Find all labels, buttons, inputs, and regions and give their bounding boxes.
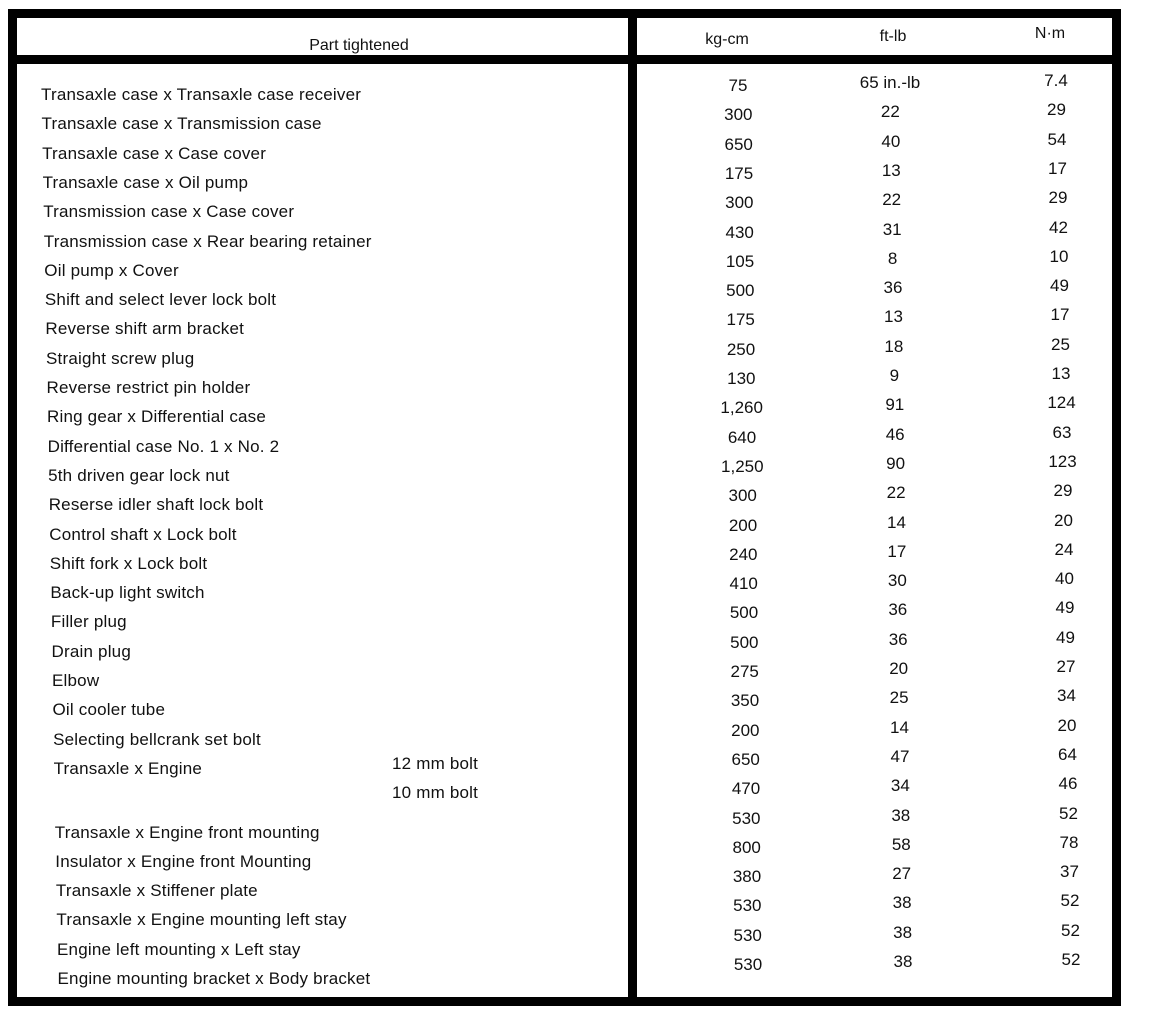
kg-cm-value: 175 [724,163,754,183]
part-label: Transaxle x Engine front mounting [54,822,320,842]
ft-lb-value: 18 [884,336,904,356]
n-m-value: 20 [1054,510,1073,530]
part-label: Transmission case x Case cover [43,202,295,222]
kg-cm-value: 470 [731,779,761,799]
ft-lb-value: 38 [893,952,913,971]
part-label: Transaxle case x Oil pump [42,172,249,192]
part-label: Transaxle x Stiffener plate [55,881,258,901]
kg-cm-value: 500 [730,632,759,652]
n-m-value: 10 [1049,246,1069,266]
kg-cm-value: 640 [727,427,757,447]
n-m-value: 42 [1049,217,1068,237]
part-label: Transaxle x Engine mounting left stay [56,910,347,930]
n-m-value: 52 [1059,803,1078,823]
ft-lb-value: 36 [888,629,908,649]
kg-cm-value: 500 [726,281,755,301]
header-divider [8,55,1121,64]
ft-lb-value: 36 [883,278,903,298]
kg-cm-value: 530 [733,955,763,974]
part-label: Transaxle case x Case cover [42,143,267,163]
ft-lb-value: 13 [881,160,901,180]
kg-cm-value: 530 [732,808,761,828]
ft-lb-value: 38 [892,893,912,913]
n-m-value: 52 [1061,950,1081,969]
ft-lb-value: 27 [892,864,912,884]
kg-cm-value: 380 [732,867,762,887]
part-label: Oil pump x Cover [44,260,179,280]
ft-lb-value: 90 [886,453,906,473]
kg-cm-value: 530 [733,925,762,945]
ft-lb-value: 9 [889,366,900,385]
part-label: Selecting bellcrank set bolt [53,729,261,749]
n-m-value: 37 [1060,862,1079,882]
n-m-value: 124 [1047,393,1076,413]
n-m-value: 63 [1052,422,1072,442]
part-label: Straight screw plug [46,348,195,368]
kg-cm-value: 300 [728,486,757,506]
part-label: Transmission case x Rear bearing retainer [43,231,372,251]
kg-cm-value: 75 [728,76,748,95]
ft-lb-value: 14 [890,717,909,737]
header-part-tightened: Part tightened [309,37,409,54]
ft-lb-value: 22 [882,190,902,210]
kg-cm-value: 175 [726,310,755,330]
ft-lb-value: 22 [886,483,906,503]
n-m-value: 49 [1055,598,1075,618]
n-m-value: 49 [1050,276,1069,296]
part-label: Reverse restrict pin holder [46,378,251,397]
ft-lb-value: 22 [880,102,900,122]
column-divider [628,9,637,1006]
kg-cm-value: 275 [730,662,759,681]
ft-lb-value: 36 [888,600,908,620]
ft-lb-value: 13 [884,307,903,327]
n-m-value: 54 [1047,129,1067,149]
part-label: Control shaft x Lock bolt [49,524,237,544]
part-label: Reserse idler shaft lock bolt [48,495,264,515]
kg-cm-value: 500 [729,603,759,623]
part-label: Reverse shift arm bracket [45,319,245,339]
ft-lb-value: 40 [881,131,901,151]
kg-cm-value: 650 [731,749,760,769]
header-kg-cm: kg-cm [705,31,749,48]
ft-lb-value: 20 [889,659,909,678]
n-m-value: 17 [1048,158,1067,178]
part-label: Oil cooler tube [52,700,166,720]
ft-lb-value: 38 [891,805,911,825]
ft-lb-value: 25 [889,688,909,708]
n-m-value: 17 [1050,305,1070,325]
ft-lb-value: 30 [887,571,907,591]
kg-cm-value: 350 [730,691,760,711]
n-m-value: 52 [1061,920,1080,940]
ft-lb-value: 31 [882,219,902,239]
part-label: Shift fork x Lock bolt [49,553,208,573]
kg-cm-value: 240 [729,544,758,564]
part-label: Transaxle case x Transmission case [41,114,322,134]
kg-cm-value: 300 [724,105,753,125]
n-m-value: 29 [1048,188,1068,208]
n-m-value: 29 [1053,481,1073,501]
header-n-m: N·m [1034,25,1066,42]
kg-cm-value: 105 [725,251,755,271]
ft-lb-value: 8 [887,248,898,268]
n-m-value: 49 [1056,627,1075,647]
n-m-value: 64 [1058,744,1077,764]
n-m-value: 20 [1057,715,1077,735]
ft-lb-value: 47 [890,746,910,766]
kg-cm-value: 430 [725,222,754,242]
ft-lb-value: 65 in.-lb [859,73,921,92]
n-m-value: 24 [1054,539,1074,559]
part-label: Insulator x Engine front Mounting [55,851,312,871]
kg-cm-value: 800 [732,837,761,857]
kg-cm-value: 250 [726,339,756,359]
n-m-value: 29 [1047,100,1066,120]
part-label: Transaxle case x Transaxle case receiver [41,85,362,104]
part-label: 5th driven gear lock nut [48,465,230,485]
kg-cm-value: 650 [724,134,753,154]
n-m-value: 25 [1051,334,1070,354]
ft-lb-value: 14 [887,512,906,532]
kg-cm-value: 1,250 [721,456,764,476]
kg-cm-value: 200 [728,515,758,535]
n-m-value: 40 [1055,569,1074,589]
ft-lb-value: 46 [885,424,905,444]
n-m-value: 13 [1051,364,1071,383]
part-label: Engine mounting bracket x Body bracket [57,969,371,988]
n-m-value: 46 [1058,774,1078,794]
bolt-size-label: 10 mm bolt [392,783,479,803]
part-label: Drain plug [51,641,131,661]
part-label: Differential case No. 1 x No. 2 [47,436,280,456]
ft-lb-value: 91 [885,395,905,415]
kg-cm-value: 200 [731,720,760,740]
n-m-value: 123 [1048,451,1077,471]
part-label: Back-up light switch [50,583,205,603]
ft-lb-value: 58 [891,834,911,854]
n-m-value: 34 [1057,686,1076,706]
n-m-value: 52 [1060,891,1080,911]
kg-cm-value: 530 [733,896,762,916]
n-m-value: 27 [1056,657,1076,676]
kg-cm-value: 1,260 [720,398,763,418]
ft-lb-value: 34 [890,776,910,796]
kg-cm-value: 130 [727,369,756,388]
part-label: Filler plug [50,612,127,632]
ft-lb-value: 38 [893,922,913,942]
part-label: Elbow [52,671,100,690]
kg-cm-value: 300 [725,193,754,213]
n-m-value: 78 [1059,832,1079,852]
part-label: Shift and select lever lock bolt [44,290,277,310]
header-ft-lb: ft-lb [879,28,907,45]
part-label: Transaxle x Engine [53,758,203,778]
n-m-value: 7.4 [1044,71,1068,90]
kg-cm-value: 410 [729,574,758,594]
part-label: Ring gear x Differential case [47,407,267,427]
bolt-size-label: 12 mm bolt [392,753,479,773]
part-label: Engine left mounting x Left stay [57,939,301,959]
ft-lb-value: 17 [887,541,907,561]
